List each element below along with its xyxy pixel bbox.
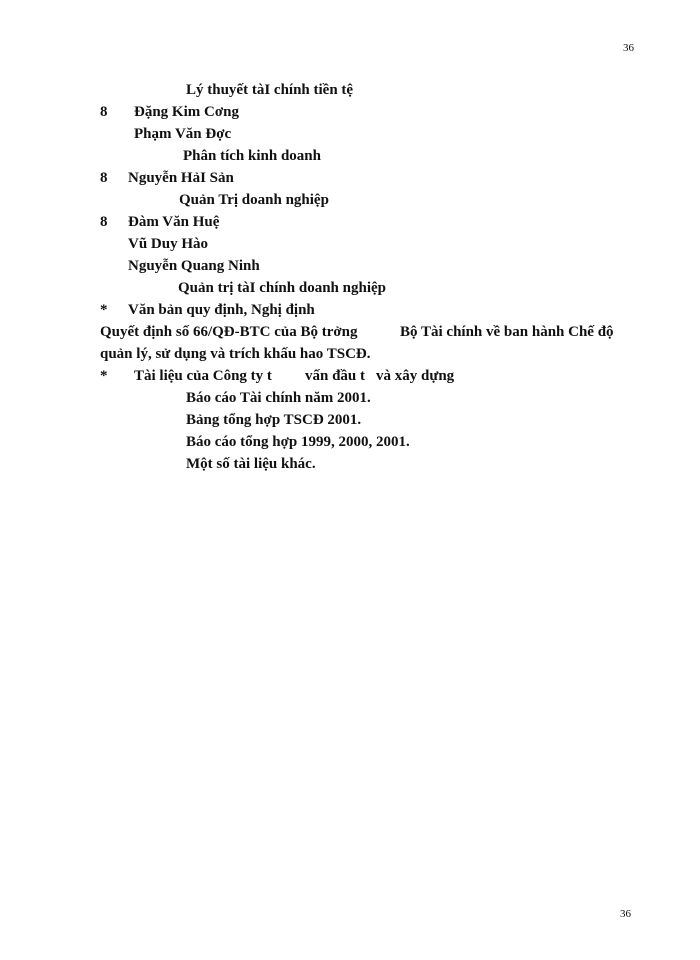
bullet-marker: * [100,368,108,384]
list-marker: 8 [100,104,108,120]
author-name: Đàm Văn Huệ [128,214,220,230]
section-heading: Tài liệu của Công ty t [134,368,272,384]
document-item: Báo cáo tổng hợp 1999, 2000, 2001. [186,434,410,450]
list-marker: 8 [100,170,108,186]
decision-text: Quyết định số 66/QĐ-BTC của Bộ trởng [100,324,358,340]
decision-text: Bộ Tài chính về ban hành Chế độ [400,324,614,340]
author-name: Vũ Duy Hào [128,236,209,252]
decision-text: quản lý, sử dụng và trích khấu hao TSCĐ. [100,346,371,362]
reference-title: Phân tích kinh doanh [183,148,321,164]
document-item: Một số tài liệu khác. [186,456,316,472]
author-name: Nguyễn HảI Sản [128,170,234,186]
page-number-bottom: 36 [620,908,631,920]
reference-title: Lý thuyết tàI chính tiền tệ [186,82,354,98]
reference-title: Quản trị tàI chính doanh nghiệp [178,280,386,296]
bullet-marker: * [100,302,108,318]
reference-title: Quản Trị doanh nghiệp [179,192,329,208]
list-marker: 8 [100,214,108,230]
document-item: Báo cáo Tài chính năm 2001. [186,390,371,406]
section-heading: Văn bản quy định, Nghị định [128,302,315,318]
document-item: Bảng tổng hợp TSCĐ 2001. [186,412,362,428]
section-heading: và xây dựng [376,368,455,384]
author-name: Đặng Kim Cơng [134,104,239,120]
section-heading: vấn đầu t [305,368,366,384]
author-name: Nguyễn Quang Ninh [128,258,260,274]
page-number-top: 36 [623,42,634,54]
author-name: Phạm Văn Đợc [134,126,232,142]
